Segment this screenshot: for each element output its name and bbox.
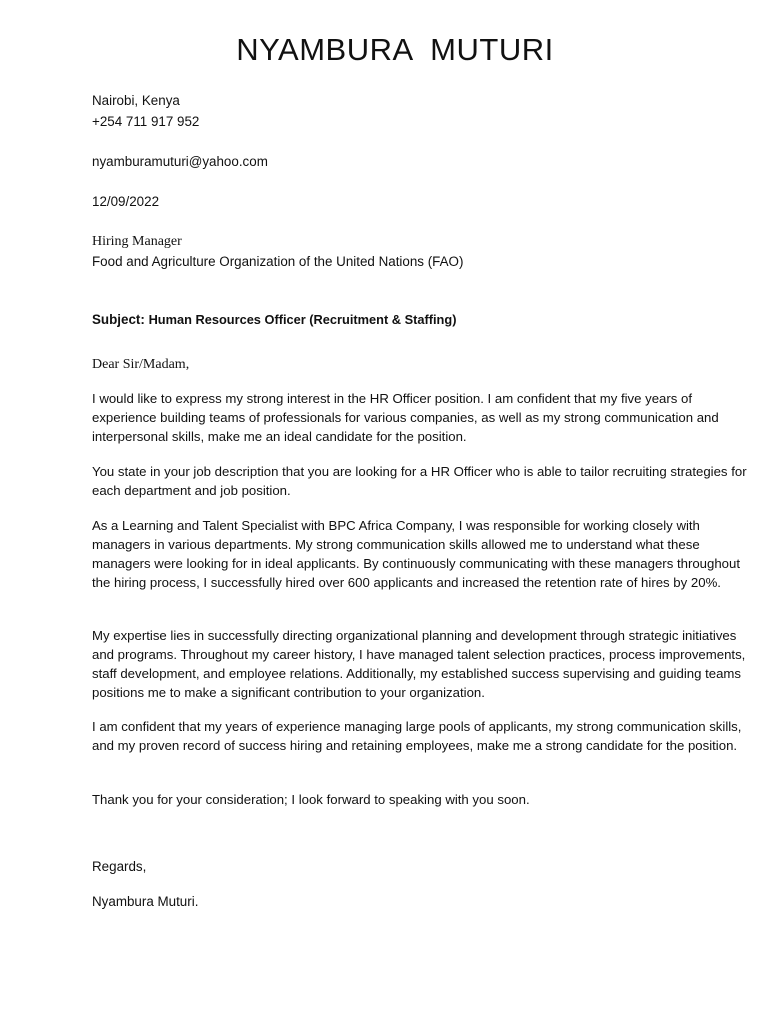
- letter-date: 12/09/2022: [92, 194, 160, 209]
- signature-name: Nyambura Muturi.: [92, 894, 199, 909]
- body-paragraph-1: I would like to express my strong interest in the HR Officer position. I am confident that my five years of experience building teams of professionals for various companies, as well as my strong communication and interpersonal skills, make me an ideal candidate for the position.: [92, 391, 719, 444]
- applicant-location: Nairobi, Kenya: [92, 93, 180, 108]
- applicant-phone: +254 711 917 952: [92, 114, 200, 129]
- applicant-name-heading: NYAMBURA MUTURI: [236, 32, 554, 67]
- closing: Regards,: [92, 859, 147, 874]
- subject-value: Human Resources Officer (Recruitment & Staffing): [148, 312, 457, 327]
- subject-label: Subject:: [92, 312, 145, 327]
- body-paragraph-3: As a Learning and Talent Specialist with BPC Africa Company, I was responsible for working closely with managers in various departments. My strong communication skills allowed me to understand what these managers were looking for in ideal applicants. By continuously communicating with these managers throughout the hiring process, I successfully hired over 600 applicants and increased the retention rate of hires by 20%.: [92, 518, 741, 590]
- applicant-email: nyamburamuturi@yahoo.com: [92, 154, 268, 169]
- body-paragraph-2: You state in your job description that you are looking for a HR Officer who is able to tailor recruiting strategies for each department and job position.: [92, 464, 747, 498]
- salutation: Dear Sir/Madam,: [92, 357, 190, 372]
- body-paragraph-5: I am confident that my years of experience managing large pools of applicants, my strong communication skills, and my proven record of success hiring and retaining employees, make me a strong candidate for the position.: [92, 719, 742, 753]
- recipient-title: Hiring Manager: [92, 234, 182, 249]
- body-paragraph-4: My expertise lies in successfully directing organizational planning and development through strategic initiatives and programs. Throughout my career history, I have managed talent selection practices, process improvements, staff development, and employee relations. Additionally, my established success supervising and guiding teams positions me to make a significant contribution to your organization.: [92, 628, 746, 700]
- recipient-organization: Food and Agriculture Organization of the United Nations (FAO): [92, 254, 464, 269]
- body-paragraph-6: Thank you for your consideration; I look forward to speaking with you soon.: [92, 792, 530, 807]
- subject-line: [92, 310, 456, 329]
